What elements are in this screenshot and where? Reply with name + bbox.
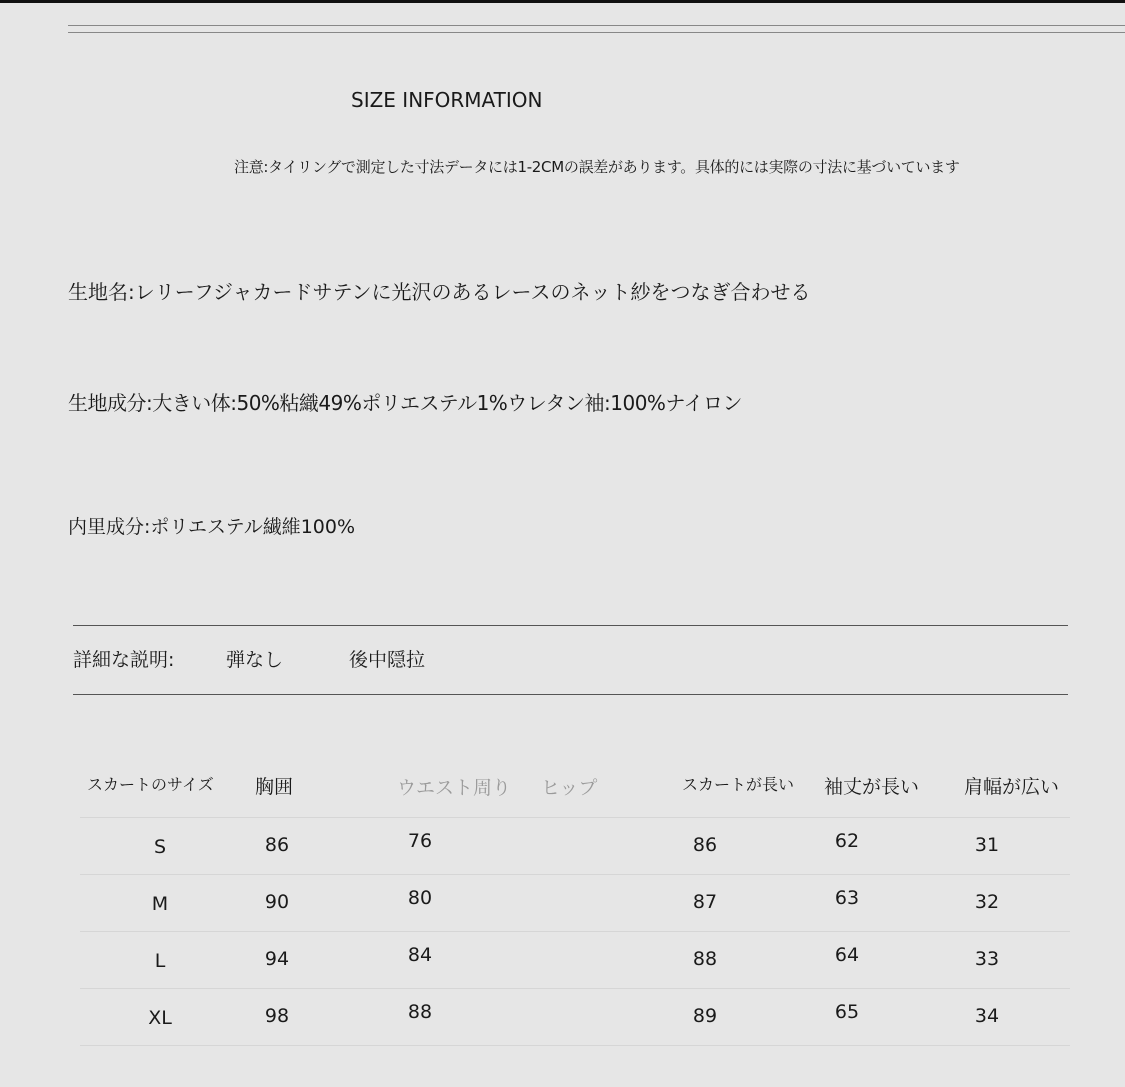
- table-cell: 89: [692, 1005, 718, 1027]
- column-header: スカートのサイズ: [87, 775, 214, 794]
- table-cell: 65: [834, 1001, 860, 1023]
- page-title: SIZE INFORMATION: [351, 88, 543, 112]
- table-cell: 84: [407, 944, 433, 966]
- divider: [73, 625, 1068, 626]
- table-cell: 98: [264, 1005, 290, 1027]
- table-cell: 88: [407, 1001, 433, 1023]
- column-header: スカートが長い: [682, 775, 795, 794]
- divider: [68, 25, 1125, 26]
- column-header: ヒップ: [541, 777, 598, 799]
- size-label: L: [154, 950, 166, 972]
- table-cell: 86: [264, 834, 290, 856]
- row-divider: [80, 1045, 1070, 1046]
- fabric-composition: 生地成分:大きい体:50%粘織49%ポリエステル1%ウレタン袖:100%ナイロン: [68, 391, 743, 415]
- measurement-note: 注意:タイリングで測定した寸法データには1-2CMの誤差があります。具体的には実際の寸法に基づいています: [234, 158, 960, 176]
- top-border: [0, 0, 1125, 3]
- column-header: 胸囲: [255, 776, 294, 798]
- table-cell: 88: [692, 948, 718, 970]
- size-label: M: [151, 893, 169, 915]
- table-cell: 87: [692, 891, 718, 913]
- table-cell: 94: [264, 948, 290, 970]
- table-cell: 33: [974, 948, 1000, 970]
- table-cell: 86: [692, 834, 718, 856]
- column-header: 袖丈が長い: [824, 776, 920, 798]
- divider: [73, 694, 1068, 695]
- table-cell: 64: [834, 944, 860, 966]
- column-header: ウエスト周り: [397, 777, 512, 799]
- fabric-name: 生地名:レリーフジャカードサテンに光沢のあるレースのネット紗をつなぎ合わせる: [68, 280, 811, 304]
- table-cell: 80: [407, 887, 433, 909]
- table-cell: 90: [264, 891, 290, 913]
- detail-item: 弾なし: [226, 649, 284, 671]
- table-cell: 63: [834, 887, 860, 909]
- row-divider: [80, 817, 1070, 818]
- table-cell: 76: [407, 830, 433, 852]
- lining-composition: 内里成分:ポリエステル繊維100%: [68, 516, 356, 538]
- divider: [68, 32, 1125, 33]
- detail-item: 後中隠拉: [349, 649, 426, 671]
- size-label: S: [153, 836, 167, 858]
- size-label: XL: [148, 1007, 172, 1029]
- row-divider: [80, 988, 1070, 989]
- details-label: 詳細な説明:: [73, 649, 175, 671]
- table-cell: 62: [834, 830, 860, 852]
- row-divider: [80, 874, 1070, 875]
- table-cell: 31: [974, 834, 1000, 856]
- table-cell: 34: [974, 1005, 1000, 1027]
- row-divider: [80, 931, 1070, 932]
- column-header: 肩幅が広い: [964, 776, 1060, 798]
- table-cell: 32: [974, 891, 1000, 913]
